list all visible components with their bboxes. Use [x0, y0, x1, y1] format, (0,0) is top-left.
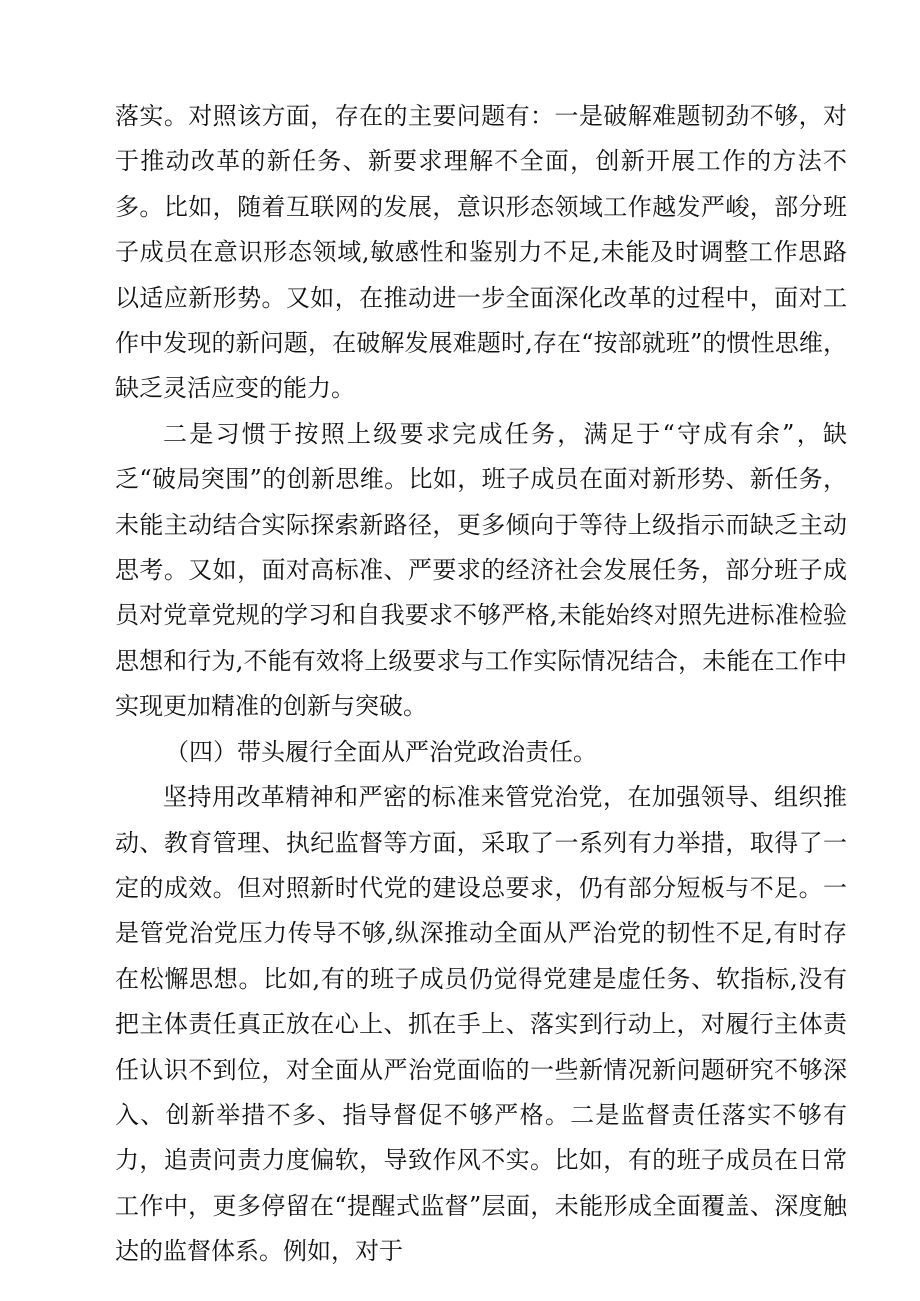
document-body [115, 94, 847, 1275]
section-heading: （四）带头履行全面从严治党政治责任。 [165, 737, 597, 766]
paragraph-continuation: 落实。对照该方面，存在的主要问题有：一是破解难题韧劲不够，对于推动改革的新任务、新要求理解不全面，创新开展工作的方法不多。比如，随着互联网的发展，意识形态领域工作越发严峻，部分班子成员在意识形态领域,敏感性和鉴别力不足,未能及时调整工作思路以适应新形势。又如，在推动进一步全面深化改革的过程中，面对工作中发现的新问题，在破解发展难题时,存在“按部就班”的惯性思维，缺乏灵活应变的能力。 [115, 102, 847, 403]
paragraph-party-governance: 坚持用改革精神和严密的标准来管党治党，在加强领导、组织推动、教育管理、执纪监督等方面，采取了一系列有力举措，取得了一定的成效。但对照新时代党的建设总要求，仍有部分短板与不足。一是管党治党压力传导不够,纵深推动全面从严治党的韧性不足,有时存在松懈思想。比如,有的班子成员仍觉得党建是虚任务、软指标,没有把主体责任真正放在心上、抓在手上、落实到行动上，对履行主体责任认识不到位，对全面从严治党面临的一些新情况新问题研究不够深入、创新举措不多、指导督促不够严格。二是监督责任落实不够有力，追责问责力度偏软，导致作风不实。比如，有的班子成员在日常工作中，更多停留在“提醒式监督”层面，未能形成全面覆盖、深度触达的监督体系。例如，对于 [115, 783, 847, 1266]
paragraph-second-issue: 二是习惯于按照上级要求完成任务，满足于“守成有余”，缺乏“破局突围”的创新思维。比如，班子成员在面对新形势、新任务，未能主动结合实际探索新路径，更多倾向于等待上级指示而缺乏主动思考。又如，面对高标准、严要求的经济社会发展任务，部分班子成员对党章党规的学习和自我要求不够严格,未能始终对照先进标准检验思想和行为,不能有效将上级要求与工作实际情况结合，未能在工作中实现更加精准的创新与突破。 [115, 419, 847, 721]
